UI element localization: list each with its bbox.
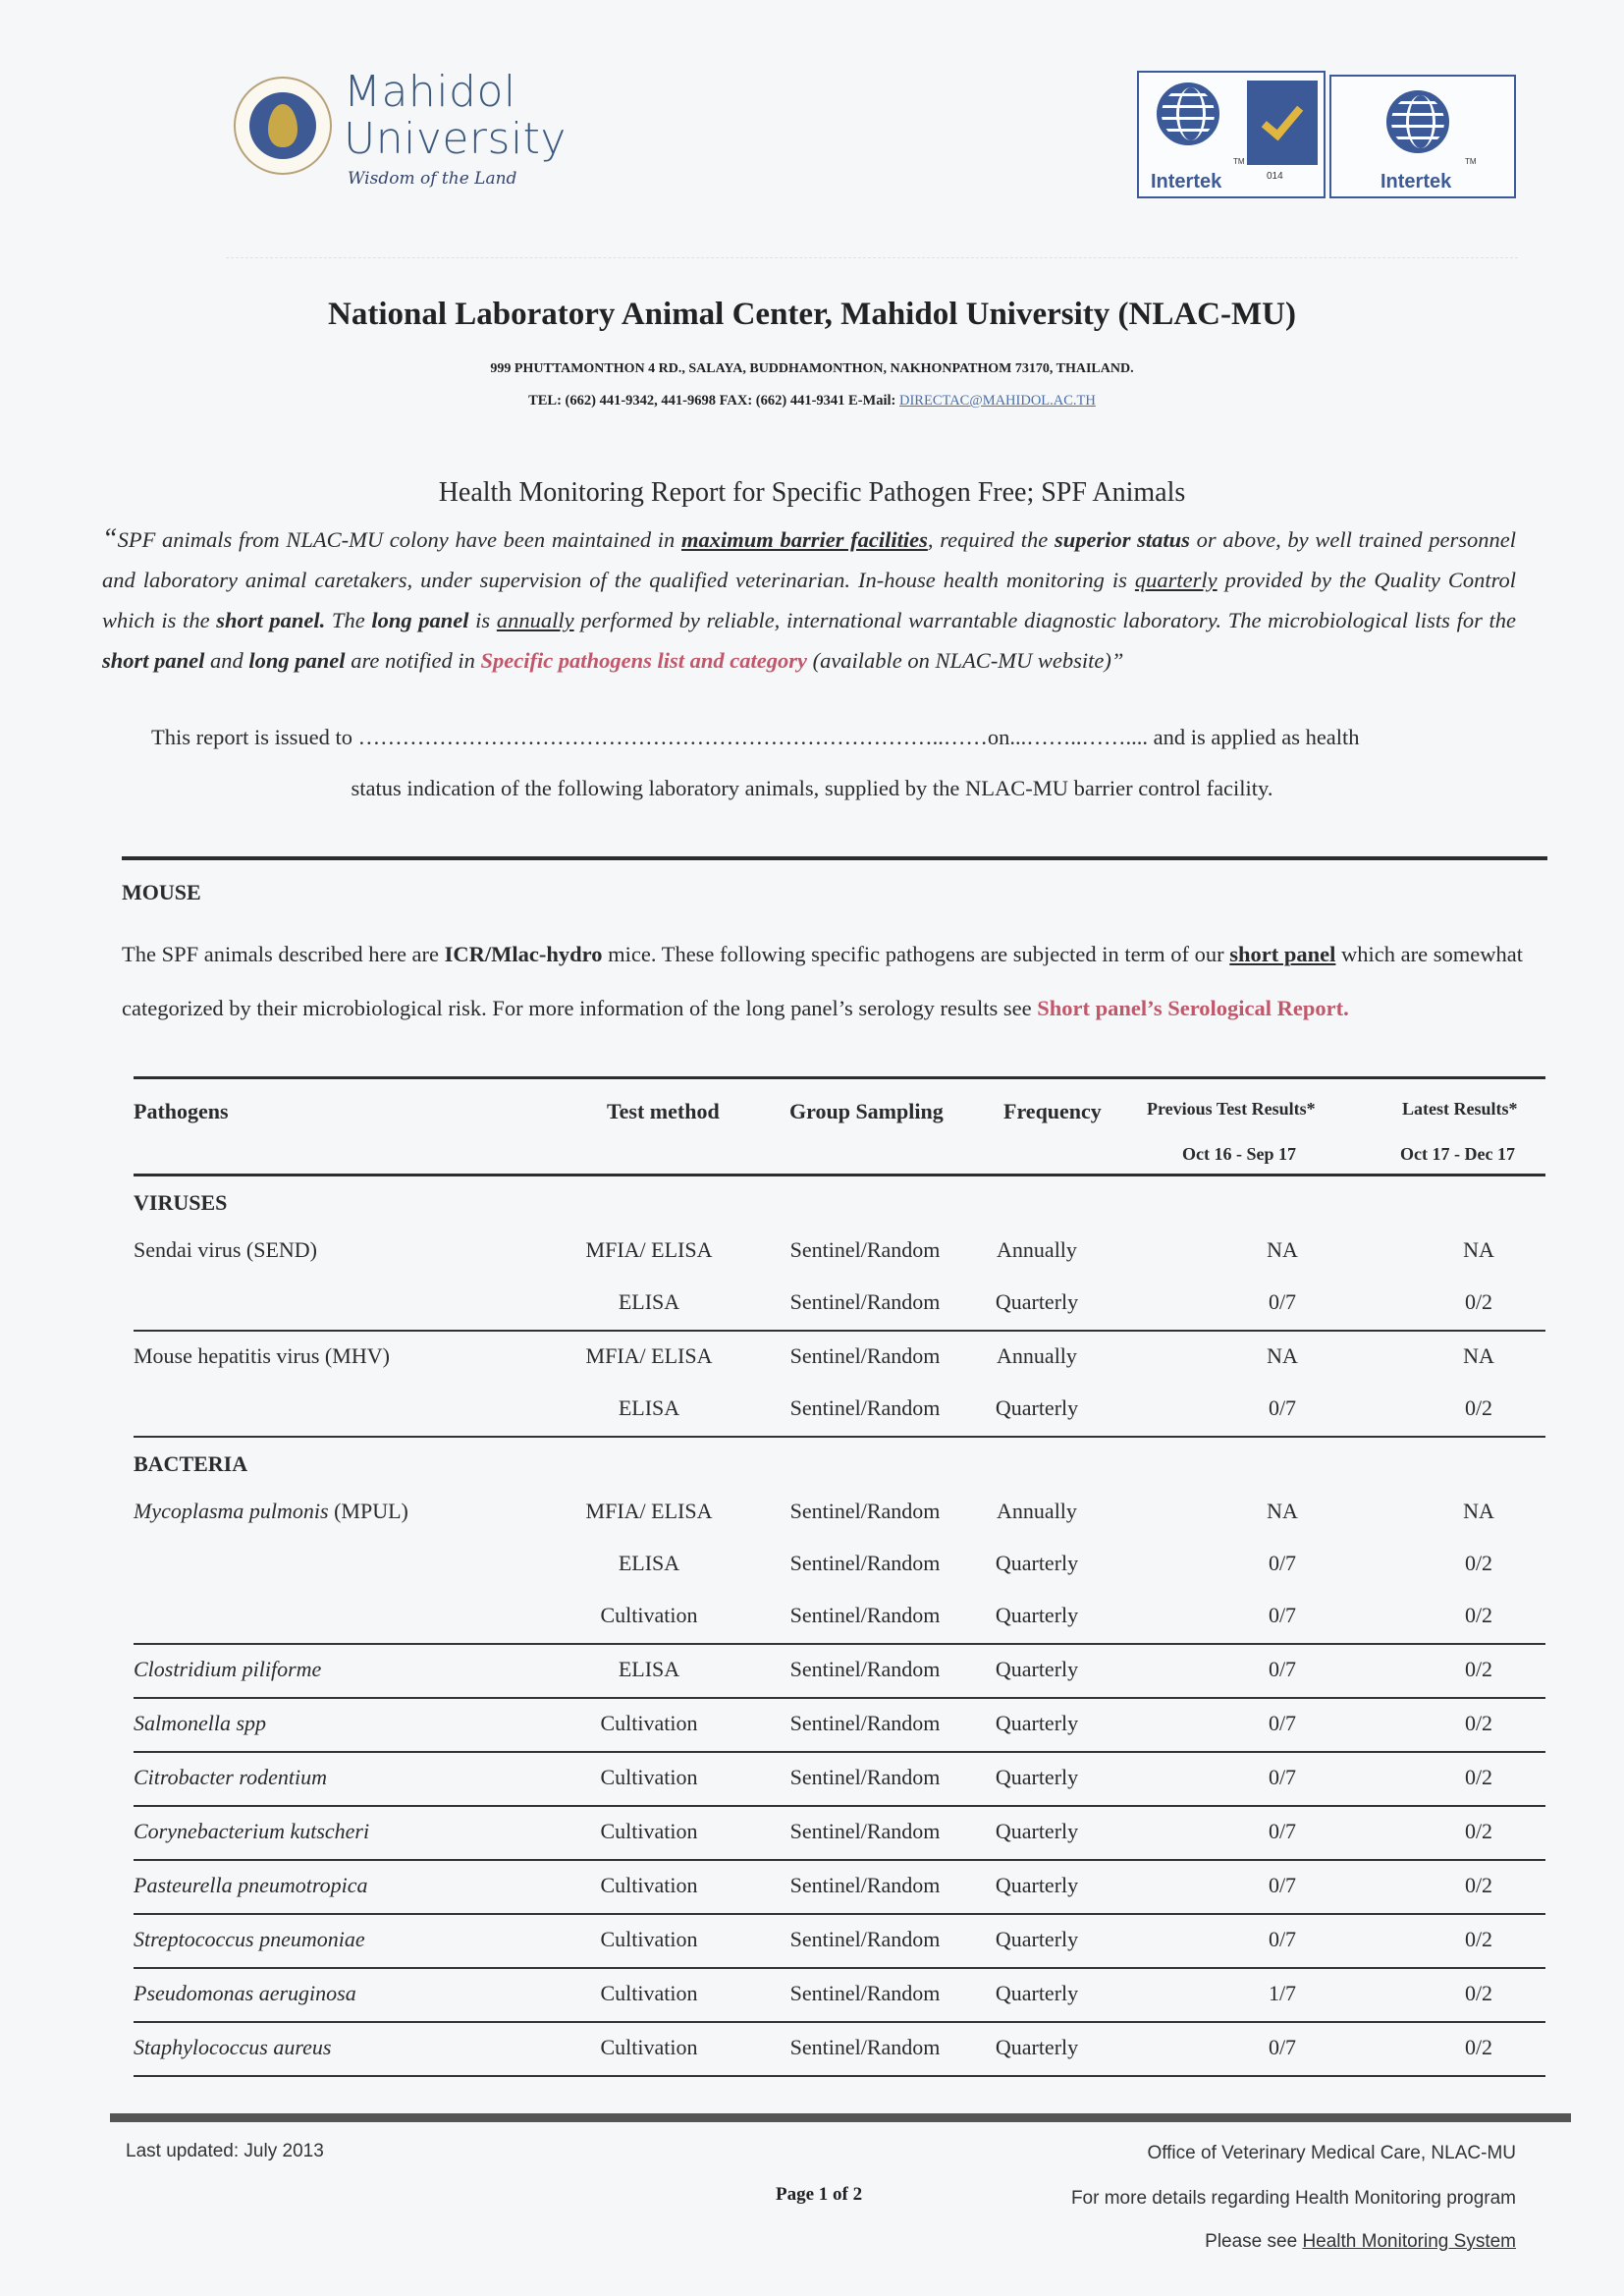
col-header-previous: Previous Test Results* [1147,1099,1316,1119]
serological-report-link[interactable]: Short panel’s Serological Report. [1037,996,1349,1020]
frequency: Quarterly [995,1603,1079,1627]
frequency: Annually [997,1499,1077,1523]
previous-result: 0/7 [1268,1551,1297,1575]
section-heading-mouse: MOUSE [122,880,201,904]
table-row [134,1591,1545,1643]
pathogen-species: Mycoplasma pulmonis [134,1499,329,1523]
frequency: Quarterly [995,1395,1079,1420]
previous-result: 0/7 [1268,1711,1297,1735]
group-sampling: Sentinel/Random [789,1819,941,1843]
col-header-frequency: Frequency [1003,1099,1102,1123]
intro-text: are notified in [345,648,481,673]
intro-emphasis: quarterly [1134,568,1218,592]
ukas-number: 014 [1267,171,1283,182]
test-method: ELISA [618,1395,680,1420]
intro-emphasis: short panel. [216,608,326,632]
col-header-latest-period: Oct 17 - Dec 17 [1400,1144,1515,1164]
latest-result: 0/2 [1464,1657,1493,1681]
seal-flame-icon [268,104,298,147]
table-row [134,1645,1545,1697]
mouse-text: which are somewhat categorized by their microbiological risk. For more information of the long panel’s serology results see [122,942,1523,1020]
intro-emphasis: long panel [371,608,469,632]
specific-pathogens-list-link[interactable]: Specific pathogens list and category [480,648,807,673]
group-sampling: Sentinel/Random [789,1289,941,1314]
issued-status-line: status indication of the following laboratory animals, supplied by the NLAC-MU barrier control facility. [351,776,1273,800]
frequency: Quarterly [995,1551,1079,1575]
frequency: Quarterly [995,1927,1079,1951]
test-method: Cultivation [600,1711,698,1735]
intro-emphasis: superior status [1054,527,1190,552]
issued-to-line: This report is issued to ……………………………………………………………………..……on...……..…….... and is applied as health [151,725,1360,749]
pathogen-name [134,1927,365,1952]
open-quote: “ [102,523,118,554]
organization-address: 999 PHUTTAMONTHON 4 RD., SALAYA, BUDDHAMONTHON, NAKHONPATHOM 73170, THAILAND. [490,361,1134,376]
test-method: ELISA [618,1657,680,1681]
test-method: Cultivation [600,2035,698,2059]
pathogen-species: Pseudomonas aeruginosa [134,1981,356,2005]
pathogen-name: Sendai virus (SEND) [134,1237,317,1262]
pathogen-name [134,2035,331,2060]
intro-text: The [325,608,372,632]
pathogen-results-table [134,1076,1545,2077]
checkmark-icon [1262,97,1304,141]
please-see-text: Please see [1205,2231,1303,2252]
latest-result: 0/2 [1464,1765,1493,1789]
group-sampling: Sentinel/Random [789,1551,941,1575]
frequency: Quarterly [995,1819,1079,1843]
frequency: Quarterly [995,1657,1079,1681]
pathogen-name [134,1819,369,1844]
pathogen-species: Staphylococcus aureus [134,2035,332,2059]
please-see-line [1205,2231,1516,2253]
latest-result: 0/2 [1464,1395,1493,1420]
group-sampling: Sentinel/Random [789,1657,941,1681]
university-name-line1: Mahidol [344,67,516,117]
test-method: Cultivation [600,1981,698,2005]
table-row [134,1753,1545,1805]
col-header-pathogens: Pathogens [134,1099,229,1123]
intro-text: and [204,648,249,673]
group-sampling: Sentinel/Random [789,1499,941,1523]
table-row [134,1226,1545,1278]
previous-result: NA [1267,1343,1298,1368]
latest-result: 0/2 [1464,1603,1493,1627]
test-method: Cultivation [600,1603,698,1627]
table-row [134,1332,1545,1384]
header-divider [226,257,1518,258]
intertek-label: Intertek [1380,171,1452,192]
table-row [134,1969,1545,2021]
organization-contact [0,393,1624,410]
frequency: Annually [997,1343,1077,1368]
group-sampling: Sentinel/Random [789,1395,941,1420]
intro-text: or above, by well trained personnel and laboratory animal caretakers, under supervision of the qualified veterinarian. In-house health monitoring is [102,527,1516,592]
mouse-text: The SPF animals described here are [122,942,445,966]
university-wordmark [344,69,567,163]
university-tagline: Wisdom of the Land [348,169,517,189]
pathogen-name [134,1499,408,1524]
col-header-test-method: Test method [607,1099,720,1123]
group-sampling: Sentinel/Random [789,1927,941,1951]
frequency: Quarterly [995,1873,1079,1897]
trademark-mark: TM [1465,157,1477,166]
group-sampling: Sentinel/Random [789,1343,941,1368]
pathogen-name [134,1657,321,1682]
row-divider [134,2075,1545,2077]
table-row [134,1861,1545,1913]
latest-result: 0/2 [1464,1551,1493,1575]
previous-result: 0/7 [1268,1657,1297,1681]
pathogen-species: Streptococcus pneumoniae [134,1927,365,1951]
pathogen-abbrev: (MPUL) [328,1499,408,1523]
latest-result: 0/2 [1464,1819,1493,1843]
table-row [134,1278,1545,1330]
group-sampling: Sentinel/Random [789,1981,941,2005]
previous-result: NA [1267,1237,1298,1262]
office-name: Office of Veterinary Medical Care, NLAC-MU [1147,2143,1516,2163]
intro-text: SPF animals from NLAC-MU colony have been maintained in [117,527,681,552]
table-row [134,1807,1545,1859]
short-panel-emphasis: short panel [1229,942,1336,966]
latest-result: NA [1463,1499,1494,1523]
ukas-accreditation-icon [1247,81,1318,165]
test-method: ELISA [618,1289,680,1314]
mouse-description [122,927,1545,1035]
group-sampling: Sentinel/Random [789,1873,941,1897]
iso-9001-certification-badge [1137,71,1326,198]
col-header-group-sampling: Group Sampling [789,1099,944,1123]
previous-result: 1/7 [1268,1981,1297,2005]
group-sampling: Sentinel/Random [789,1603,941,1627]
category-viruses: VIRUSES [134,1190,228,1215]
intertek-globe-icon [1157,82,1219,145]
intro-text: performed by reliable, international warrantable diagnostic laboratory. The microbiological lists for the [573,608,1516,632]
frequency: Quarterly [995,1765,1079,1789]
ohsas-18001-certification-badge [1329,75,1516,198]
strain-name: ICR/Mlac-hydro [444,942,603,966]
latest-result: 0/2 [1464,1927,1493,1951]
contact-phone-fax: TEL: (662) 441-9342, 441-9698 FAX: (662) 441-9341 E-Mail: [528,393,899,409]
footer-divider [110,2113,1571,2122]
group-sampling: Sentinel/Random [789,1765,941,1789]
previous-result: 0/7 [1268,2035,1297,2059]
frequency: Quarterly [995,2035,1079,2059]
section-divider [122,856,1547,860]
intro-emphasis: annually [496,608,574,632]
test-method: Cultivation [600,1765,698,1789]
university-name-line2: University [344,114,567,164]
health-monitoring-system-link[interactable]: Health Monitoring System [1302,2231,1516,2252]
seal-emblem-icon [249,92,316,159]
table-row [134,1915,1545,1967]
group-sampling: Sentinel/Random [789,1711,941,1735]
organization-title: National Laboratory Animal Center, Mahidol University (NLAC-MU) [328,297,1296,332]
table-row [134,1384,1545,1436]
trademark-mark: TM [1233,157,1245,166]
last-updated: Last updated: July 2013 [126,2141,324,2161]
pathogen-species: Corynebacterium kutscheri [134,1819,370,1843]
report-title: Health Monitoring Report for Specific Pathogen Free; SPF Animals [438,477,1186,508]
previous-result: 0/7 [1268,1603,1297,1627]
test-method: MFIA/ ELISA [585,1237,713,1262]
latest-result: 0/2 [1464,1981,1493,2005]
mouse-text: mice. These following specific pathogens are subjected in term of our [602,942,1230,966]
pathogen-species: Salmonella spp [134,1711,267,1735]
test-method: Cultivation [600,1819,698,1843]
group-sampling: Sentinel/Random [789,2035,941,2059]
pathogen-species: Clostridium piliforme [134,1657,322,1681]
frequency: Annually [997,1237,1077,1262]
frequency: Quarterly [995,1711,1079,1735]
test-method: MFIA/ ELISA [585,1499,713,1523]
test-method: Cultivation [600,1873,698,1897]
intro-statement [102,519,1516,681]
col-header-previous-period: Oct 16 - Sep 17 [1182,1144,1296,1164]
previous-result: 0/7 [1268,1395,1297,1420]
table-row [134,1539,1545,1591]
page-number: Page 1 of 2 [776,2184,863,2205]
frequency: Quarterly [995,1981,1079,2005]
pathogen-name [134,1765,327,1790]
col-header-latest: Latest Results* [1402,1099,1518,1119]
pathogen-name: Mouse hepatitis virus (MHV) [134,1343,390,1368]
previous-result: 0/7 [1268,1765,1297,1789]
intro-text: (available on NLAC-MU website)” [806,648,1124,673]
latest-result: 0/2 [1464,1289,1493,1314]
more-details-text: For more details regarding Health Monitoring program [1070,2188,1516,2209]
category-bacteria: BACTERIA [134,1451,248,1476]
previous-result: NA [1267,1499,1298,1523]
mahidol-seal-logo [234,77,332,175]
table-row [134,2023,1545,2075]
table-header [134,1079,1545,1174]
intro-emphasis: short panel [102,648,205,673]
test-method: ELISA [618,1551,680,1575]
pathogen-species: Citrobacter rodentium [134,1765,327,1789]
latest-result: NA [1463,1237,1494,1262]
intro-emphasis: long panel [248,648,346,673]
test-method: MFIA/ ELISA [585,1343,713,1368]
pathogen-name [134,1711,266,1736]
intro-text: provided by the Quality Control which is the [102,568,1517,632]
email-link[interactable]: DIRECTAC@MAHIDOL.AC.TH [899,393,1096,409]
latest-result: 0/2 [1464,1711,1493,1735]
previous-result: 0/7 [1268,1819,1297,1843]
pathogen-name [134,1981,356,2006]
intro-text: , required the [927,527,1055,552]
intro-emphasis: maximum barrier facilities [680,527,928,552]
pathogen-species: Pasteurella pneumotropica [134,1873,368,1897]
group-sampling: Sentinel/Random [789,1237,941,1262]
previous-result: 0/7 [1268,1927,1297,1951]
previous-result: 0/7 [1268,1289,1297,1314]
test-method: Cultivation [600,1927,698,1951]
frequency: Quarterly [995,1289,1079,1314]
table-row [134,1487,1545,1539]
intro-text: is [468,608,497,632]
latest-result: NA [1463,1343,1494,1368]
previous-result: 0/7 [1268,1873,1297,1897]
pathogen-name [134,1873,368,1898]
intertek-label: Intertek [1151,171,1222,192]
latest-result: 0/2 [1464,1873,1493,1897]
table-row [134,1699,1545,1751]
intertek-globe-icon [1386,90,1449,153]
latest-result: 0/2 [1464,2035,1493,2059]
